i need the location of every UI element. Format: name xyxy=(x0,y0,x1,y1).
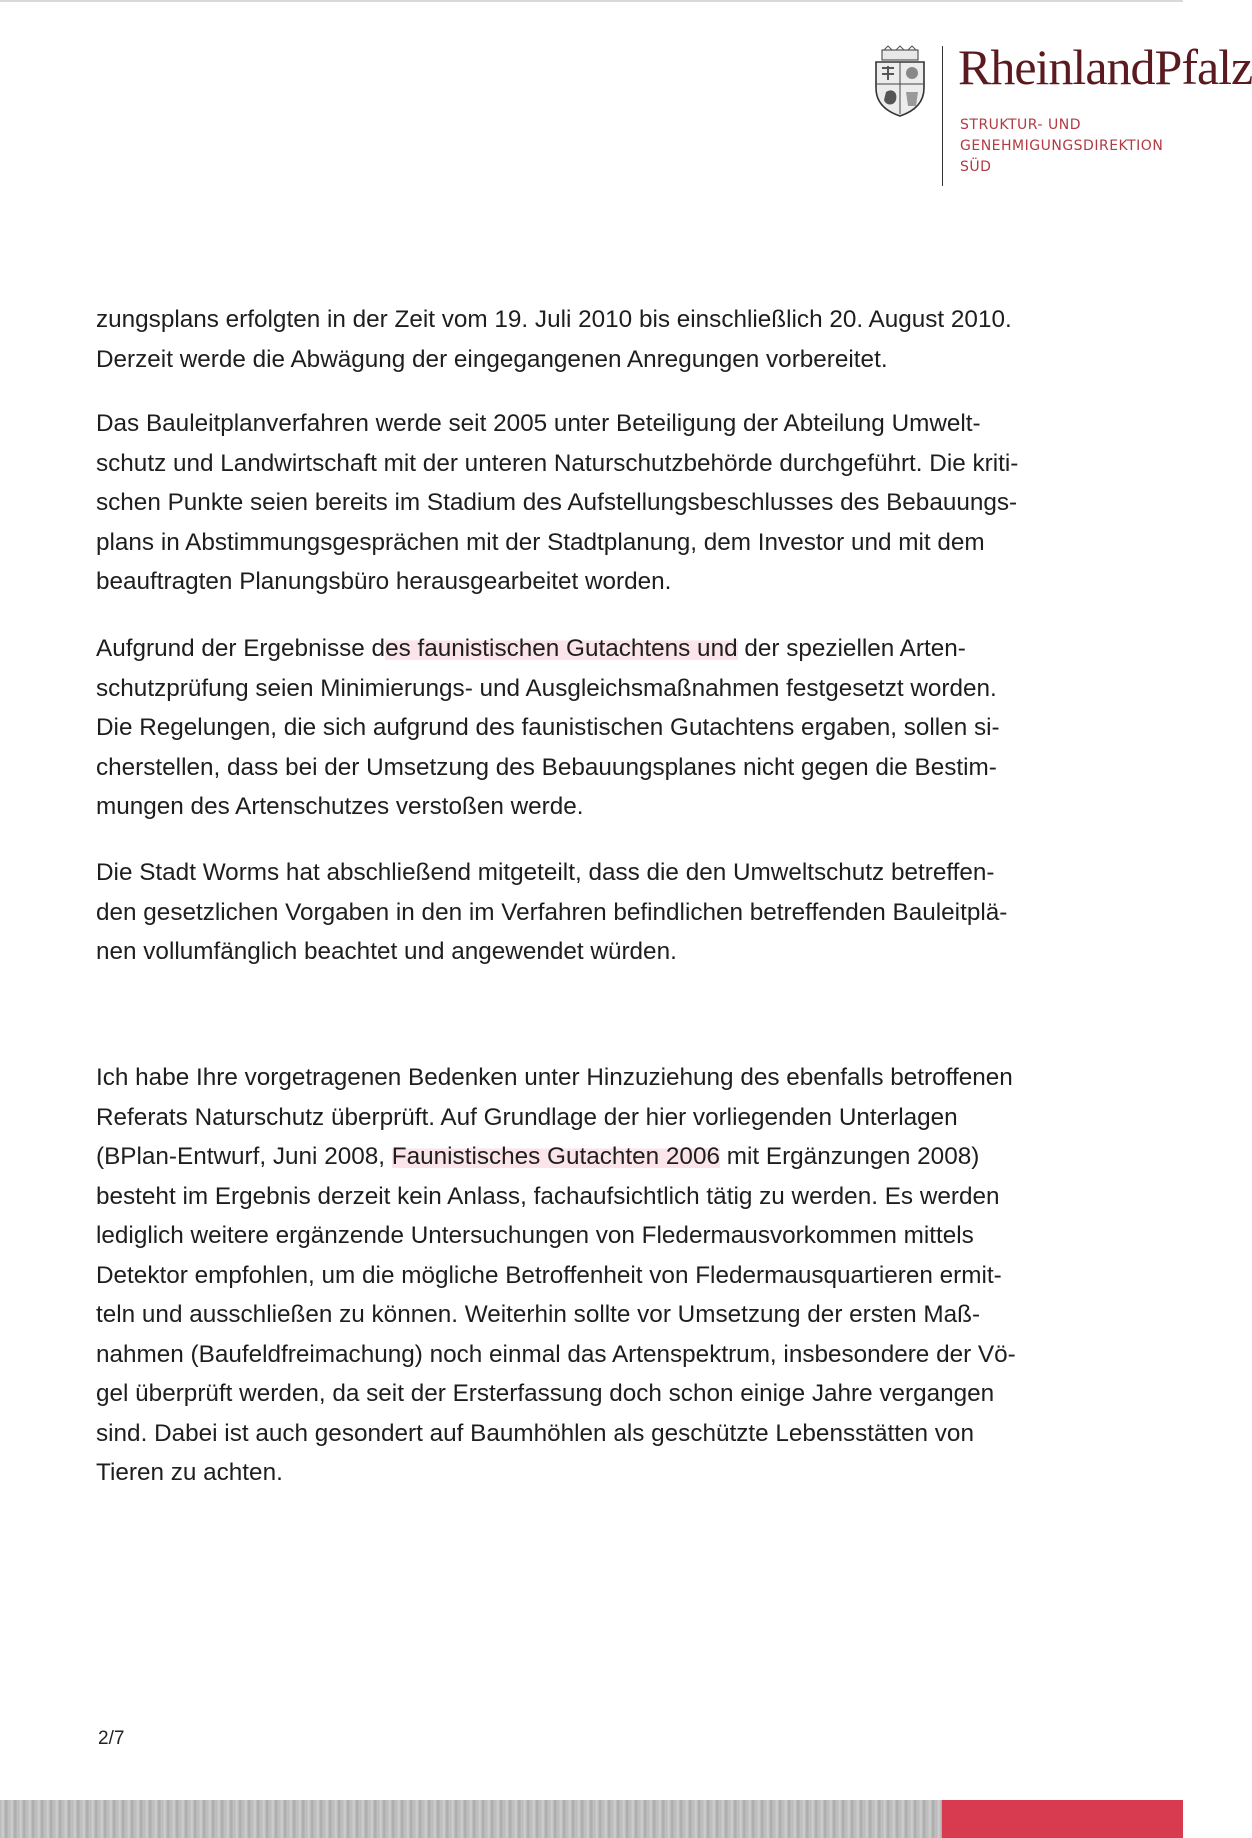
text-segment: (BPlan-Entwurf, Juni 2008, xyxy=(96,1143,392,1170)
highlighted-text: es faunistischen Gutachtens und xyxy=(385,635,738,662)
text-line xyxy=(96,629,1086,669)
text-line: Derzeit werde die Abwägung der eingegangenen Anregungen vorbereitet. xyxy=(96,345,888,373)
page-edge xyxy=(0,0,1183,2)
text-line: schen Punkte seien bereits im Stadium des Aufstellungsbeschlusses des Bebauungs- xyxy=(96,489,1018,516)
text-line: teln und ausschließen zu können. Weiterhin sollte vor Umsetzung der ersten Maß- xyxy=(96,1301,981,1328)
text-line: mungen des Artenschutzes verstoßen werde. xyxy=(96,793,584,820)
footer-grey-stripe xyxy=(0,1800,942,1838)
footer-band xyxy=(0,1800,1183,1838)
text-line: Detektor empfohlen, um die mögliche Betroffenheit von Fledermausquartieren ermit- xyxy=(96,1261,1002,1289)
text-line: schutzprüfung seien Minimierungs- und Ausgleichsmaßnahmen festgesetzt worden. xyxy=(96,674,997,702)
text-line: nen vollumfänglich beachtet und angewendet würden. xyxy=(96,938,677,965)
text-segment: der speziellen Arten- xyxy=(737,635,966,662)
text-line: schutz und Landwirtschaft mit der unteren Naturschutzbehörde durchgeführt. Die kriti- xyxy=(96,449,1019,477)
paragraph xyxy=(96,1058,1086,1493)
text-line: Tieren zu achten. xyxy=(96,1459,283,1486)
text-line: den gesetzlichen Vorgaben in den im Verfahren befindlichen betreffenden Bauleitplä- xyxy=(96,898,1008,926)
text-segment: mit Ergänzungen 2008) xyxy=(719,1143,980,1170)
footer-red-block xyxy=(942,1800,1183,1838)
text-line xyxy=(96,1137,1086,1177)
text-line: lediglich weitere ergänzende Untersuchungen von Fledermausvorkommen mittels xyxy=(96,1222,974,1249)
logo-wordmark: RheinlandPfalz xyxy=(958,39,1252,95)
text-line: Ich habe Ihre vorgetragenen Bedenken unter Hinzuziehung des ebenfalls betroffenen xyxy=(96,1064,1013,1091)
agency-logo xyxy=(870,38,1252,188)
text-line: Das Bauleitplanverfahren werde seit 2005 unter Beteiligung der Abteilung Umwelt- xyxy=(96,410,981,437)
text-line: gel überprüft werden, da seit der Ersterfassung doch schon einige Jahre vergangen xyxy=(96,1380,995,1407)
text-line: cherstellen, dass bei der Umsetzung des Bebauungsplanes nicht gegen die Bestim- xyxy=(96,753,997,781)
text-line: zungsplans erfolgten in der Zeit vom 19. Juli 2010 bis einschließlich 20. August 2010. xyxy=(96,306,1012,333)
page-number: 2/7 xyxy=(98,1728,125,1749)
highlighted-text: Faunistisches Gutachten 2006 xyxy=(391,1143,720,1170)
agency-name-line: GENEHMIGUNGSDIREKTION xyxy=(960,138,1164,154)
paragraph xyxy=(96,300,1086,379)
agency-name-line: STRUKTUR- UND xyxy=(960,117,1081,133)
text-line: Die Regelungen, die sich aufgrund des faunistischen Gutachtens ergaben, sollen si- xyxy=(96,714,1000,741)
text-line: Die Stadt Worms hat abschließend mitgeteilt, dass die den Umweltschutz betreffen- xyxy=(96,859,995,886)
agency-name xyxy=(960,115,1163,178)
text-segment: Aufgrund der Ergebnisse d xyxy=(96,635,386,662)
text-line: nahmen (Baufeldfreimachung) noch einmal das Artenspektrum, insbesondere der Vö- xyxy=(96,1340,1016,1368)
paragraph xyxy=(96,629,1086,827)
coat-of-arms-icon xyxy=(870,48,930,118)
agency-name-line: SÜD xyxy=(960,159,992,175)
text-line: plans in Abstimmungsgesprächen mit der Stadtplanung, dem Investor und mit dem xyxy=(96,528,985,556)
logo-divider xyxy=(942,46,943,186)
paragraph xyxy=(96,404,1086,602)
text-line: besteht im Ergebnis derzeit kein Anlass, fachaufsichtlich tätig zu werden. Es werden xyxy=(96,1182,1000,1210)
text-line: sind. Dabei ist auch gesondert auf Baumhöhlen als geschützte Lebensstätten von xyxy=(96,1419,974,1447)
paragraph xyxy=(96,853,1086,972)
text-line: beauftragten Planungsbüro herausgearbeitet worden. xyxy=(96,568,672,595)
text-line: Referats Naturschutz überprüft. Auf Grundlage der hier vorliegenden Unterlagen xyxy=(96,1103,958,1131)
